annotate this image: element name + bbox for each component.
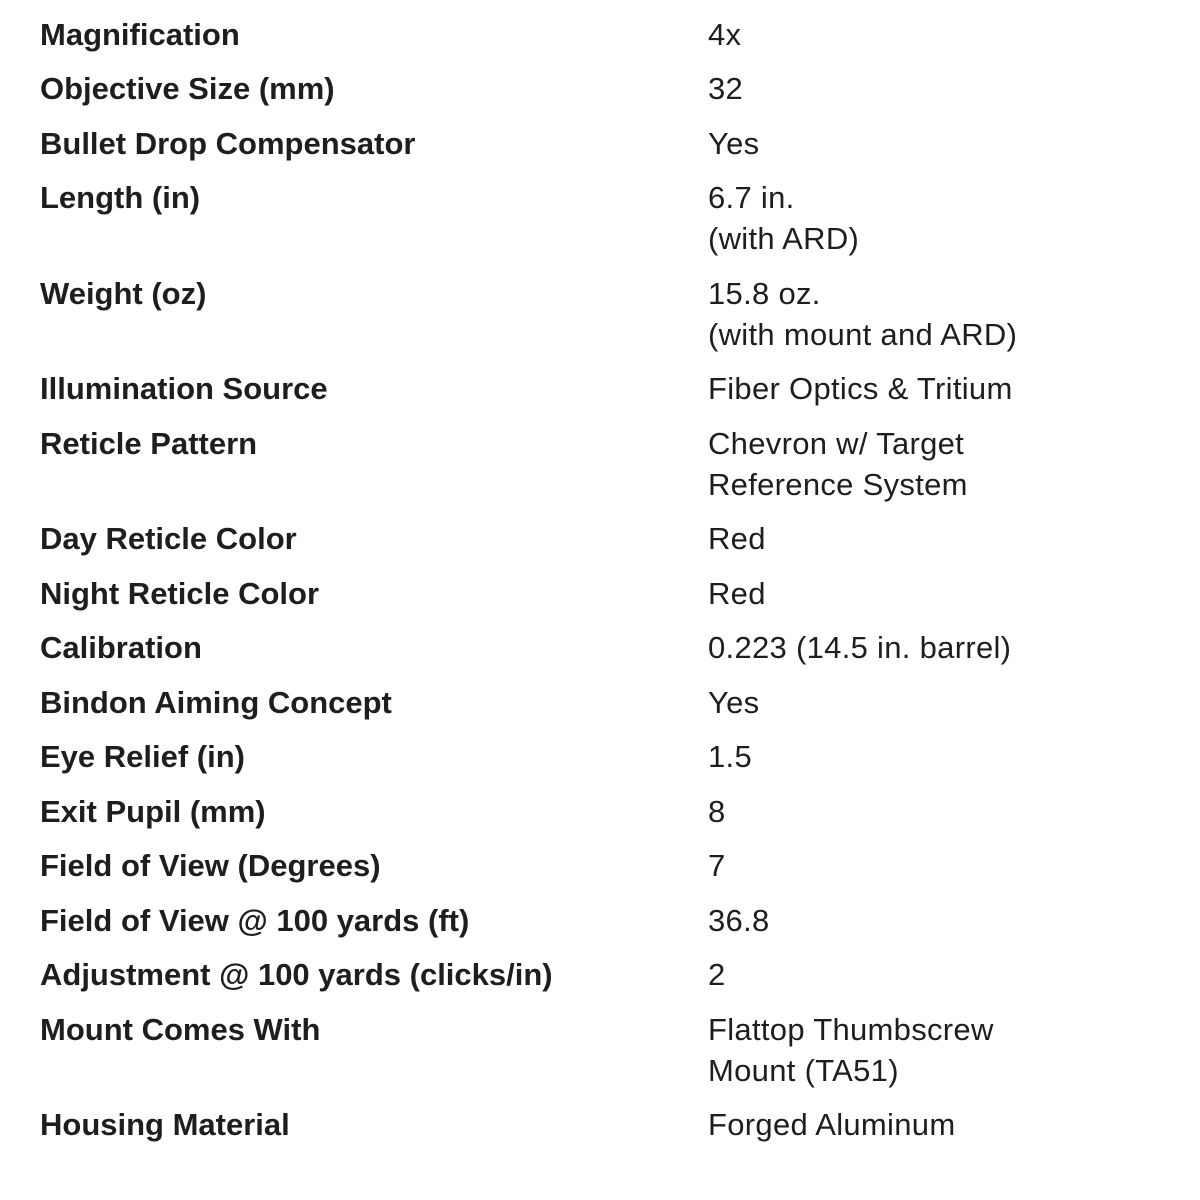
spec-value-line: Chevron w/ Target: [708, 426, 965, 461]
spec-value: [708, 1107, 1188, 1148]
spec-label: Objective Size (mm): [40, 71, 335, 106]
spec-value: [708, 576, 1188, 617]
spec-value-line: 1.5: [708, 739, 752, 774]
spec-value-line: 15.8 oz.: [708, 276, 821, 311]
spec-label: Magnification: [40, 17, 240, 52]
spec-label: Illumination Source: [40, 371, 328, 406]
spec-value: [708, 794, 1188, 835]
spec-value: [708, 371, 1188, 412]
spec-label: Adjustment @ 100 yards (clicks/in): [40, 957, 553, 992]
spec-value-line: (with mount and ARD): [708, 317, 1018, 352]
spec-value: [708, 957, 1188, 998]
spec-value-line: 7: [708, 848, 726, 883]
spec-value-line: Flattop Thumbscrew: [708, 1012, 994, 1047]
spec-value-line: 2: [708, 957, 726, 992]
spec-value: [708, 848, 1188, 889]
spec-label: Night Reticle Color: [40, 576, 320, 611]
spec-value: [708, 739, 1188, 780]
spec-value: [708, 180, 1188, 262]
spec-label: Bullet Drop Compensator: [40, 126, 416, 161]
spec-label: Calibration: [40, 630, 202, 665]
spec-label: Day Reticle Color: [40, 521, 297, 556]
spec-label: Exit Pupil (mm): [40, 794, 266, 829]
spec-value-line: 0.223 (14.5 in. barrel): [708, 630, 1012, 665]
spec-value-line: 8: [708, 794, 726, 829]
spec-label: Housing Material: [40, 1107, 290, 1142]
spec-value: [708, 71, 1188, 112]
spec-value-line: Forged Aluminum: [708, 1107, 956, 1142]
spec-label: Length (in): [40, 180, 201, 215]
spec-value-line: Reference System: [708, 467, 968, 502]
spec-value: [708, 630, 1188, 671]
spec-value: [708, 17, 1188, 58]
spec-label: Eye Relief (in): [40, 739, 245, 774]
spec-value: [708, 426, 1188, 508]
spec-value-line: Fiber Optics & Tritium: [708, 371, 1013, 406]
spec-value-line: 6.7 in.: [708, 180, 795, 215]
spec-label: Mount Comes With: [40, 1012, 321, 1047]
spec-value: [708, 126, 1188, 167]
spec-value-line: Yes: [708, 685, 760, 720]
spec-value-line: Yes: [708, 126, 760, 161]
spec-value-line: Mount (TA51): [708, 1053, 899, 1088]
spec-value-line: Red: [708, 576, 766, 611]
spec-label: Bindon Aiming Concept: [40, 685, 392, 720]
spec-value: [708, 521, 1188, 562]
spec-label: Field of View @ 100 yards (ft): [40, 903, 470, 938]
spec-value-line: 36.8: [708, 903, 770, 938]
spec-value: [708, 1012, 1188, 1094]
spec-value: [708, 903, 1188, 944]
spec-value: [708, 276, 1188, 358]
spec-value-line: 32: [708, 71, 744, 106]
spec-value-line: 4x: [708, 17, 742, 52]
spec-value-line: (with ARD): [708, 221, 860, 256]
spec-label: Reticle Pattern: [40, 426, 258, 461]
spec-label: Field of View (Degrees): [40, 848, 381, 883]
spec-value: [708, 685, 1188, 726]
spec-label: Weight (oz): [40, 276, 207, 311]
spec-value-line: Red: [708, 521, 766, 556]
